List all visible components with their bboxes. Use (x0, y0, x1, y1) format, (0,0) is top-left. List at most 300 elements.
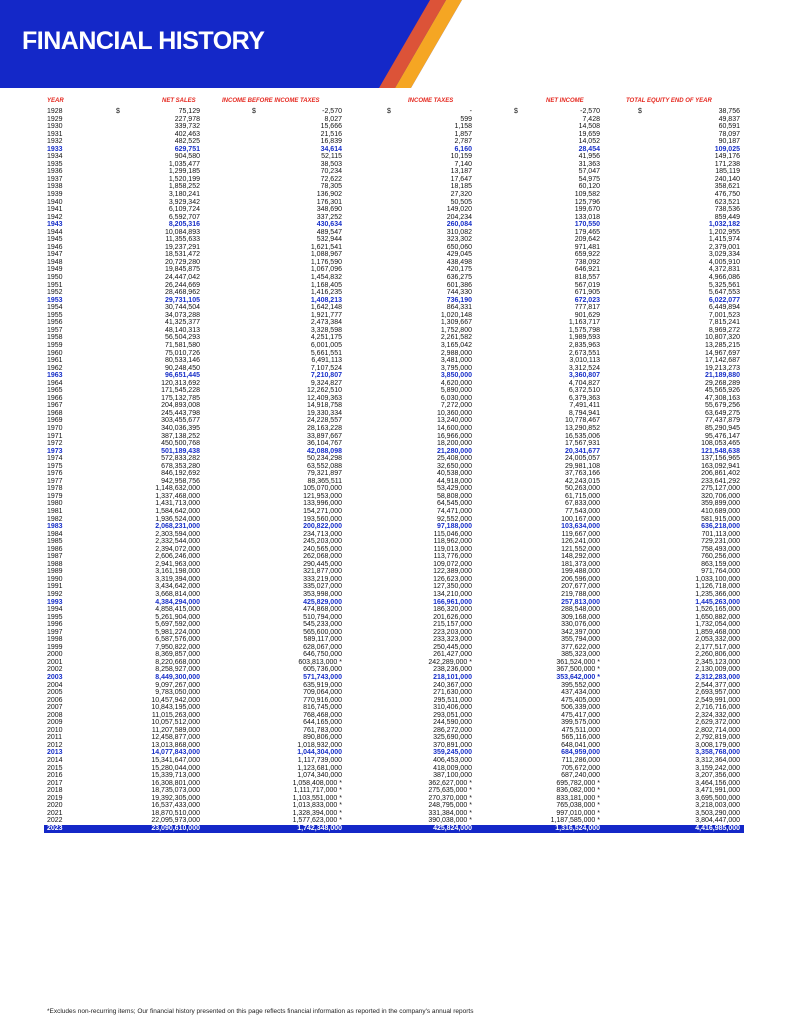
table-row (44, 546, 744, 554)
cell-total-equity: 38,756 (718, 108, 740, 115)
cell-income-taxes: 240,367,000 (433, 681, 472, 689)
cell-net-income: 377,622,000 (561, 643, 600, 651)
cell-net-sales: 678,353,280 (161, 462, 200, 470)
cell-net-sales: 11,355,633 (165, 236, 200, 244)
cell-income-before-taxes: 38,503 (320, 160, 342, 168)
cell-total-equity: 859,449 (714, 213, 740, 221)
cell-income-before-taxes: 8,027 (324, 115, 342, 123)
cell-net-income: 385,323,000 (561, 651, 600, 659)
table-row (44, 651, 744, 659)
cell-net-sales: 56,504,293 (164, 334, 200, 342)
cell-net-sales: 904,580 (174, 153, 200, 161)
cell-net-income: 207,677,000 (561, 583, 600, 591)
cell-year: 1954 (47, 304, 63, 312)
cell-income-before-taxes: 1,123,681,000 (297, 764, 342, 772)
cell-net-sales: 11,015,263,000 (151, 711, 200, 719)
cell-total-equity: 121,548,638 (701, 447, 740, 455)
cell-net-sales: 6,109,724 (168, 206, 200, 214)
cell-year: 1961 (47, 357, 63, 365)
table-body (44, 108, 744, 833)
table-row (44, 395, 744, 403)
cell-net-income: 119,667,000 (561, 530, 600, 538)
footnote: *Excludes non-recurring items; Our financial history presented on this page reflects financial information as reported in the company's annual reports (47, 1008, 474, 1015)
cell-income-before-taxes: 565,600,000 (303, 628, 342, 636)
col-total-equity: TOTAL EQUITY END OF YEAR (626, 98, 712, 104)
cell-net-sales: 629,751 (174, 145, 200, 153)
cell-income-taxes: 64,545,000 (436, 500, 472, 508)
cell-net-sales: 3,180,241 (168, 191, 200, 199)
cell-year: 2007 (47, 704, 63, 712)
cell-net-income: 738,092 (574, 258, 600, 266)
cell-income-before-taxes: 121,953,000 (303, 492, 342, 500)
cell-year: 1965 (47, 387, 63, 395)
cell-total-equity: 729,231,000 (701, 538, 740, 546)
cell-total-equity: 3,159,242,000 (695, 764, 740, 772)
table-row (44, 674, 744, 682)
cell-income-taxes: 650,060 (446, 243, 472, 251)
table-row (44, 123, 744, 131)
cell-net-sales: 2,332,544,000 (155, 538, 200, 546)
cell-income-before-taxes: 489,547 (316, 228, 342, 236)
cell-net-sales: 9,783,050,000 (155, 689, 200, 697)
cell-income-taxes: 3,165,042 (440, 341, 472, 349)
cell-income-taxes: 601,386 (446, 281, 472, 289)
cell-income-before-taxes: 105,070,000 (303, 485, 342, 493)
cell-income-before-taxes: 78,305 (320, 183, 342, 191)
cell-income-taxes: 10,159 (450, 153, 472, 161)
cell-total-equity: 19,213,273 (704, 364, 740, 372)
cell-total-equity: 14,967,697 (704, 349, 740, 357)
cell-net-sales: 29,731,105 (164, 296, 200, 304)
cell-income-before-taxes: 14,918,758 (306, 402, 342, 410)
cell-total-equity: 3,312,364,000 (695, 757, 740, 765)
cell-year: 1972 (47, 440, 63, 448)
cell-income-before-taxes: 52,115 (321, 153, 342, 161)
cell-net-income: 13,290,852 (564, 424, 600, 432)
cell-net-income: 836,082,000 * (556, 787, 600, 795)
cell-net-income: 100,167,000 (561, 515, 600, 523)
cell-income-before-taxes: 337,252 (316, 213, 342, 221)
currency-sign: $ (387, 108, 391, 115)
cell-net-income: 475,511,000 (561, 726, 600, 734)
cell-net-sales: 19,845,875 (164, 266, 200, 274)
cell-net-income: 125,796 (574, 198, 600, 206)
cell-income-before-taxes: 50,234,298 (306, 455, 342, 463)
cell-net-sales: 339,732 (174, 123, 200, 131)
table-row (44, 666, 744, 674)
table-row (44, 259, 744, 267)
cell-net-sales: 2,068,231,000 (155, 523, 200, 531)
currency-sign: $ (116, 108, 120, 115)
cell-year: 1937 (47, 175, 63, 183)
cell-income-taxes: 7,272,000 (440, 402, 472, 410)
cell-net-income: 672,023 (574, 296, 600, 304)
table-row (44, 485, 744, 493)
cell-total-equity: 163,092,941 (701, 462, 740, 470)
cell-income-taxes: 1,309,667 (440, 319, 472, 327)
cell-net-sales: 6,592,707 (168, 213, 200, 221)
table-row (44, 410, 744, 418)
cell-net-sales: 18,735,073,000 (151, 787, 200, 795)
currency-sign: $ (252, 108, 256, 115)
cell-net-income: 684,959,000 (561, 749, 600, 757)
cell-income-taxes: 270,370,000 * (428, 794, 472, 802)
cell-year: 1994 (47, 606, 63, 614)
cell-year: 1951 (47, 281, 63, 289)
cell-income-before-taxes: 176,301 (316, 198, 342, 206)
cell-income-before-taxes: 1,416,235 (310, 289, 342, 297)
cell-net-sales: 10,843,195,000 (151, 704, 200, 712)
cell-year: 1995 (47, 613, 63, 621)
cell-total-equity: 233,641,292 (701, 477, 740, 485)
cell-total-equity: 3,804,447,000 (695, 817, 740, 825)
cell-total-equity: 1,415,974 (708, 236, 740, 244)
cell-total-equity: 410,689,000 (701, 507, 740, 515)
cell-total-equity: 2,053,332,000 (695, 636, 740, 644)
cell-year: 1947 (47, 251, 63, 259)
cell-total-equity: 2,549,991,000 (695, 696, 740, 704)
cell-income-taxes: 18,200,000 (436, 440, 472, 448)
cell-net-income: 288,548,000 (561, 606, 600, 614)
cell-income-taxes: 359,245,000 (433, 749, 472, 757)
cell-income-before-taxes: 761,783,000 (303, 726, 342, 734)
cell-total-equity: 109,025 (714, 145, 740, 153)
cell-year: 1929 (47, 115, 63, 123)
cell-year: 1985 (47, 538, 63, 546)
cell-net-income: 971,481 (574, 243, 600, 251)
cell-income-before-taxes: 816,745,000 (303, 704, 342, 712)
cell-year: 1950 (47, 274, 63, 282)
table-row (44, 531, 744, 539)
cell-net-sales: 5,981,224,000 (155, 628, 200, 636)
cell-year: 1970 (47, 424, 63, 432)
cell-net-income: 567,019 (574, 281, 600, 289)
cell-income-before-taxes: 321,877,000 (303, 568, 342, 576)
table-row (44, 108, 744, 116)
cell-income-taxes: 242,289,000 * (428, 658, 472, 666)
cell-net-sales: 4,384,294,000 (155, 598, 200, 606)
cell-income-taxes: 271,630,000 (433, 689, 472, 697)
table-row (44, 659, 744, 667)
cell-year: 1932 (47, 138, 63, 146)
table-row (44, 802, 744, 810)
cell-net-sales: 80,533,146 (164, 357, 200, 365)
cell-total-equity: 90,187 (718, 138, 740, 146)
cell-income-before-taxes: 770,916,000 (303, 696, 342, 704)
cell-income-taxes: 122,389,000 (433, 568, 472, 576)
cell-income-taxes: 109,072,000 (433, 560, 472, 568)
cell-total-equity: 1,445,263,000 (695, 598, 740, 606)
cell-income-before-taxes: -2,570 (322, 108, 342, 115)
cell-total-equity: 1,202,955 (708, 228, 740, 236)
cell-total-equity: 17,142,687 (704, 357, 740, 365)
table-row (44, 765, 744, 773)
cell-net-sales: 1,858,252 (168, 183, 200, 191)
cell-year: 1977 (47, 477, 63, 485)
cell-net-income: 353,642,000 * (556, 674, 600, 682)
cell-income-taxes: 16,966,000 (436, 432, 472, 440)
cell-income-before-taxes: 15,666 (320, 123, 342, 131)
cell-net-sales: 942,958,756 (161, 477, 200, 485)
cell-income-taxes: 390,038,000 * (428, 817, 472, 825)
cell-year: 1964 (47, 379, 63, 387)
cell-income-before-taxes: 79,321,897 (306, 470, 342, 478)
cell-income-before-taxes: 5,661,551 (310, 349, 342, 357)
cell-income-before-taxes: 628,067,000 (303, 643, 342, 651)
cell-net-sales: 3,929,342 (168, 198, 200, 206)
cell-income-before-taxes: 6,491,113 (311, 357, 342, 365)
cell-income-taxes: 13,240,000 (436, 417, 472, 425)
cell-income-taxes: 40,538,000 (436, 470, 472, 478)
cell-income-before-taxes: 589,117,000 (303, 636, 342, 644)
cell-year: 1952 (47, 289, 63, 297)
cell-total-equity: 1,526,165,000 (695, 606, 740, 614)
cell-year: 1942 (47, 213, 63, 221)
table-row (44, 448, 744, 456)
cell-total-equity: 206,861,402 (701, 470, 740, 478)
table-row (44, 342, 744, 350)
cell-total-equity: 4,005,910 (708, 258, 740, 266)
cell-net-sales: 24,447,042 (164, 274, 200, 282)
cell-income-before-taxes: 333,219,000 (303, 575, 342, 583)
table-row (44, 508, 744, 516)
cell-total-equity: 240,140 (714, 175, 740, 183)
cell-income-taxes: 201,626,000 (433, 613, 472, 621)
cell-net-sales: 13,013,868,000 (151, 741, 200, 749)
cell-net-income: 199,488,000 (561, 568, 600, 576)
cell-income-before-taxes: 2,473,384 (310, 319, 342, 327)
cell-total-equity: 2,177,517,000 (695, 643, 740, 651)
cell-net-income: 10,778,467 (564, 417, 600, 425)
cell-net-income: 330,076,000 (561, 621, 600, 629)
cell-income-before-taxes: 635,919,000 (303, 681, 342, 689)
cell-income-before-taxes: 510,794,000 (303, 613, 342, 621)
table-row (44, 206, 744, 214)
cell-income-taxes: 331,384,000 * (428, 809, 472, 817)
cell-year: 2011 (47, 734, 63, 742)
cell-year: 2006 (47, 696, 63, 704)
table-row (44, 319, 744, 327)
cell-income-before-taxes: 1,013,833,000 * (292, 802, 342, 810)
cell-net-sales: 8,205,316 (168, 221, 200, 229)
table-row (44, 116, 744, 124)
table-row (44, 697, 744, 705)
cell-income-taxes: 744,330 (446, 289, 472, 297)
cell-year: 1955 (47, 311, 63, 319)
cell-net-sales: 120,313,692 (161, 379, 200, 387)
cell-income-before-taxes: 532,944 (316, 236, 342, 244)
cell-net-income: 7,491,411 (569, 402, 600, 410)
cell-income-before-taxes: 1,454,832 (310, 274, 342, 282)
cell-income-before-taxes: 154,271,000 (303, 507, 342, 515)
cell-net-sales: 340,036,395 (161, 424, 200, 432)
cell-total-equity: 7,001,523 (708, 311, 740, 319)
cell-income-taxes: 244,590,000 (433, 719, 472, 727)
table-row (44, 463, 744, 471)
cell-income-taxes: 1,020,148 (440, 311, 472, 319)
table-row (44, 372, 744, 380)
cell-income-before-taxes: 9,324,827 (310, 379, 342, 387)
cell-income-taxes: 223,203,000 (433, 628, 472, 636)
cell-net-income: 206,596,000 (561, 575, 600, 583)
cell-net-income: 1,989,593 (568, 334, 600, 342)
cell-net-income: 148,292,000 (561, 553, 600, 561)
cell-total-equity: 7,815,241 (708, 319, 740, 327)
cell-income-taxes: 323,302 (446, 236, 472, 244)
table-row (44, 433, 744, 441)
cell-total-equity: 60,591 (718, 123, 740, 131)
cell-year: 2001 (47, 658, 63, 666)
cell-total-equity: 2,629,372,000 (695, 719, 740, 727)
cell-net-sales: 1,520,199 (168, 175, 200, 183)
table-row (44, 742, 744, 750)
cell-net-sales: 16,308,801,000 (151, 779, 200, 787)
cell-year: 1953 (47, 296, 63, 304)
cell-income-taxes: 864,331 (446, 304, 472, 312)
cell-income-taxes: 1,752,800 (440, 326, 472, 334)
cell-net-sales: 1,337,468,000 (155, 492, 200, 500)
cell-total-equity: 5,647,553 (708, 289, 740, 297)
cell-income-taxes: 636,275 (446, 274, 472, 282)
table-row (44, 327, 744, 335)
table-row (44, 568, 744, 576)
cell-total-equity: 29,268,289 (704, 379, 740, 387)
cell-net-income: 133,018 (574, 213, 600, 221)
cell-year: 1986 (47, 545, 63, 553)
cell-total-equity: 55,679,256 (704, 402, 740, 410)
cell-net-income: 506,339,000 (561, 704, 600, 712)
cell-income-taxes: 2,787 (454, 138, 472, 146)
cell-total-equity: 1,732,054,000 (695, 621, 740, 629)
cell-net-sales: 3,434,642,000 (155, 583, 200, 591)
cell-net-income: 765,038,000 * (556, 802, 600, 810)
table-row (44, 516, 744, 524)
table-row (44, 244, 744, 252)
cell-net-income: 2,835,963 (568, 341, 600, 349)
cell-year: 1963 (47, 372, 63, 380)
cell-year: 1987 (47, 553, 63, 561)
cell-year: 1936 (47, 168, 63, 176)
cell-total-equity: 1,235,366,000 (695, 591, 740, 598)
cell-income-taxes: 3,795,000 (440, 364, 472, 372)
cell-income-taxes: 7,140 (454, 160, 472, 168)
cell-income-taxes: 204,234 (446, 213, 472, 221)
cell-total-equity: 2,345,123,000 (695, 658, 740, 666)
cell-income-taxes: 420,175 (446, 266, 472, 274)
cell-income-taxes: 127,350,000 (433, 583, 472, 591)
cell-year: 1940 (47, 198, 63, 206)
cell-total-equity: 137,156,965 (701, 455, 740, 463)
cell-income-before-taxes: 1,621,541 (310, 243, 342, 251)
page-title: FINANCIAL HISTORY (22, 27, 265, 55)
cell-net-income: 14,508 (578, 123, 600, 131)
cell-year: 2013 (47, 749, 63, 757)
cell-total-equity: 3,695,500,000 (695, 794, 740, 802)
cell-net-sales: 28,468,962 (164, 289, 200, 297)
cell-year: 1973 (47, 447, 63, 455)
cell-net-income: 342,397,000 (561, 628, 600, 636)
table-row (44, 304, 744, 312)
col-net-income: NET INCOME (546, 98, 584, 104)
table-row (44, 772, 744, 780)
cell-income-before-taxes: 545,233,000 (303, 621, 342, 629)
cell-total-equity: 171,238 (714, 160, 740, 168)
cell-net-sales: 9,097,267,000 (155, 681, 200, 689)
cell-net-income: 1,316,524,000 (555, 824, 600, 832)
table-row (44, 817, 744, 825)
cell-net-sales: 846,192,692 (161, 470, 200, 478)
cell-year: 2005 (47, 689, 63, 697)
cell-total-equity: 275,127,000 (701, 485, 740, 493)
table-row (44, 583, 744, 591)
table-row (44, 380, 744, 388)
cell-net-income: 181,373,000 (561, 560, 600, 568)
cell-net-income: 31,363 (578, 160, 600, 168)
table-row (44, 712, 744, 720)
cell-income-before-taxes: 1,328,394,000 * (292, 809, 342, 817)
table-row (44, 810, 744, 818)
cell-net-income: 179,465 (574, 228, 600, 236)
cell-total-equity: 581,915,000 (701, 515, 740, 523)
cell-income-taxes: 325,690,000 (433, 734, 472, 742)
cell-net-income: 19,659 (578, 130, 600, 138)
cell-net-income: 42,243,015 (564, 477, 600, 485)
cell-income-before-taxes: 1,742,348,000 (297, 824, 342, 832)
col-income-before-taxes: INCOME BEFORE INCOME TAXES (222, 98, 320, 104)
table-header (44, 97, 744, 108)
cell-net-income: 121,552,000 (561, 545, 600, 553)
cell-total-equity: 2,312,283,000 (695, 674, 740, 682)
cell-year: 1991 (47, 583, 63, 591)
cell-net-sales: 26,244,669 (164, 281, 200, 289)
cell-income-before-taxes: 88,365,511 (307, 477, 342, 485)
cell-net-income: 1,163,717 (568, 319, 600, 327)
cell-net-sales: 303,455,677 (161, 417, 200, 425)
cell-income-taxes: 32,650,000 (436, 462, 472, 470)
cell-income-taxes: 115,046,000 (433, 530, 472, 538)
cell-total-equity: 95,476,147 (704, 432, 740, 440)
cell-year: 1930 (47, 123, 63, 131)
cell-year: 1975 (47, 462, 63, 470)
cell-income-before-taxes: 425,829,000 (303, 598, 342, 606)
table-row (44, 500, 744, 508)
cell-net-income: 395,552,000 (561, 681, 600, 689)
cell-income-taxes: 2,988,000 (440, 349, 472, 357)
cell-income-before-taxes: 1,067,096 (310, 266, 342, 274)
cell-year: 1960 (47, 349, 63, 357)
cell-total-equity: 6,449,894 (708, 304, 740, 312)
cell-total-equity: 2,544,377,000 (695, 681, 740, 689)
cell-net-sales: 96,651,445 (164, 372, 200, 380)
cell-net-sales: 15,339,713,000 (151, 772, 200, 780)
cell-net-sales: 30,744,504 (164, 304, 200, 312)
cell-net-sales: 10,057,512,000 (151, 719, 200, 727)
cell-year: 1959 (47, 341, 63, 349)
cell-total-equity: 1,126,718,000 (695, 583, 740, 591)
cell-total-equity: 3,503,290,000 (695, 809, 740, 817)
table-row (44, 629, 744, 637)
cell-income-before-taxes: 193,560,000 (303, 515, 342, 523)
cell-net-income: 50,263,000 (564, 485, 600, 493)
cell-net-sales: 175,132,785 (161, 394, 200, 402)
cell-net-income: 1,187,585,000 * (550, 817, 600, 825)
table-row (44, 176, 744, 184)
cell-income-taxes: 310,406,000 (433, 704, 472, 712)
cell-income-taxes: 1,857 (454, 130, 472, 138)
cell-income-taxes: 425,824,000 (433, 824, 472, 832)
cell-net-income: 565,116,000 (561, 734, 600, 742)
cell-net-sales: 71,581,580 (164, 341, 200, 349)
